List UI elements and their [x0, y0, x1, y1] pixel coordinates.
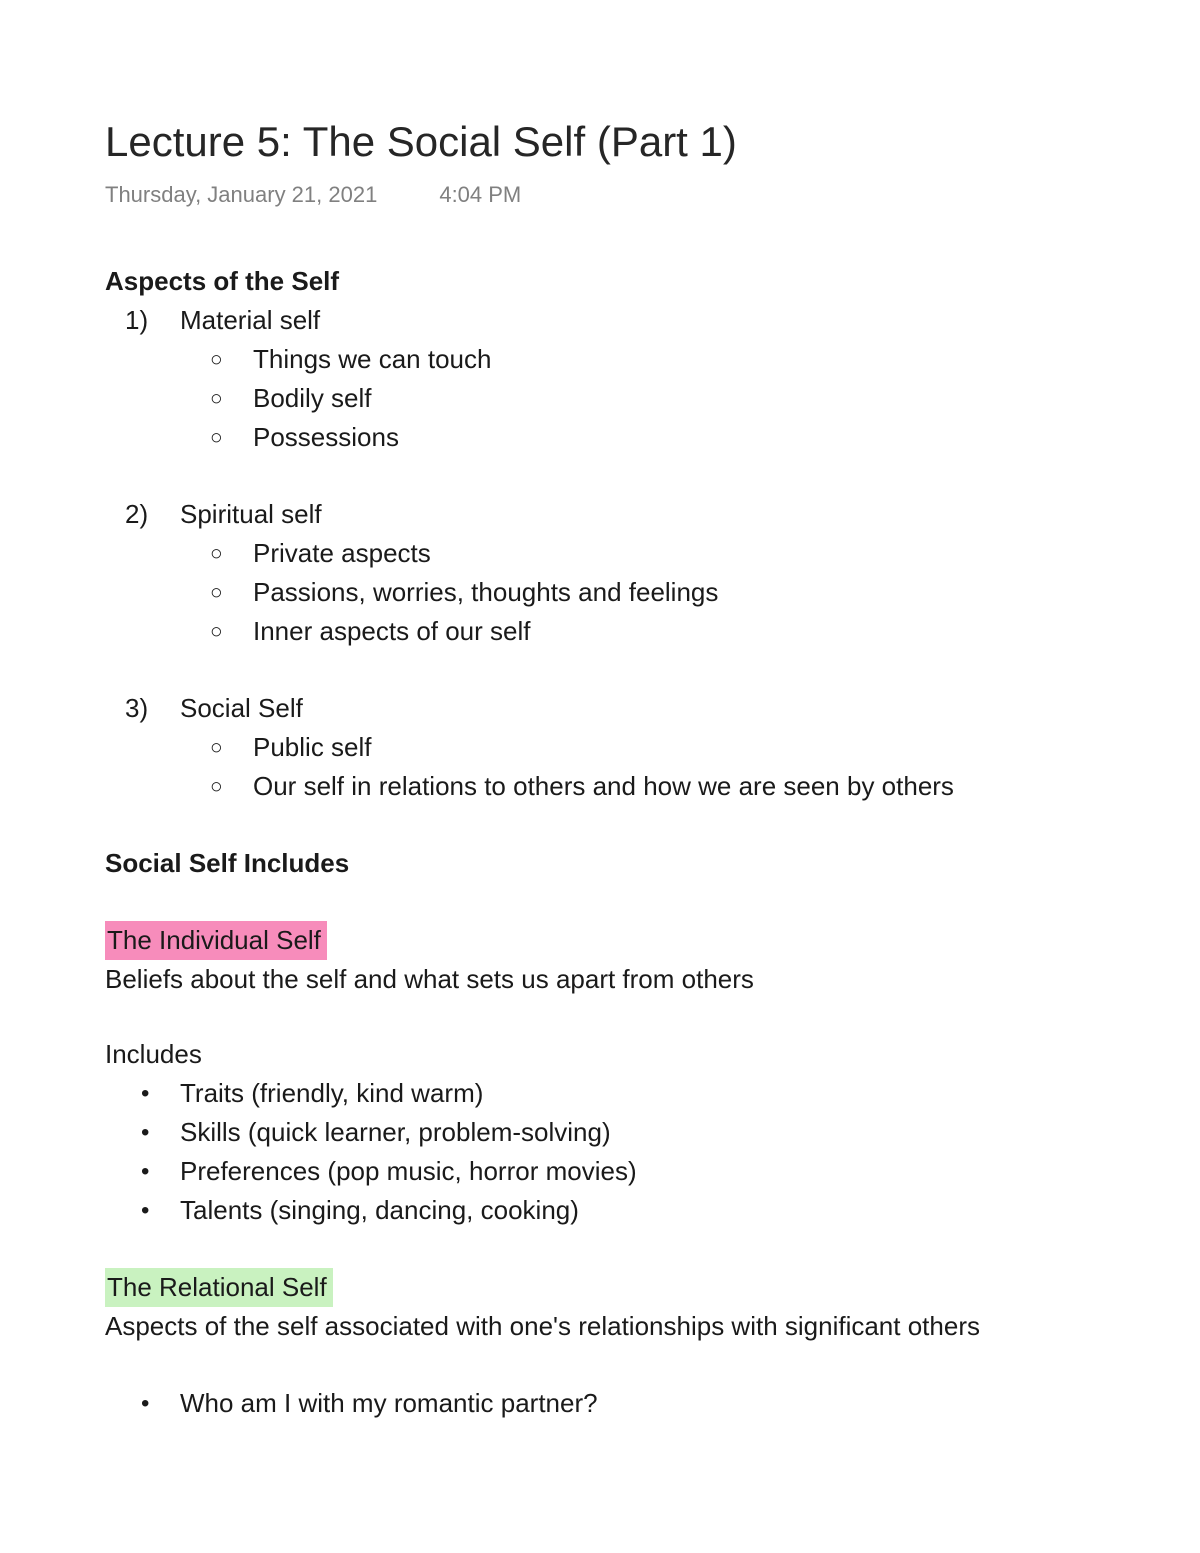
date-line: [105, 182, 1110, 208]
sub-list-item: [105, 534, 1110, 573]
circle-bullet-icon: ○: [210, 387, 223, 411]
circle-bullet-icon: ○: [210, 542, 223, 566]
numbered-item: [105, 689, 1110, 728]
section-heading-social-self-includes: Social Self Includes: [105, 848, 350, 879]
individual-self-description: Beliefs about the self and what sets us apart from others: [105, 964, 754, 995]
sub-item-text: Private aspects: [253, 538, 431, 569]
includes-label: Includes: [105, 1039, 202, 1070]
item-number: 2): [125, 499, 149, 530]
circle-bullet-icon: ○: [210, 620, 223, 644]
circle-bullet-icon: ○: [210, 581, 223, 605]
sub-list-item: [105, 767, 1110, 806]
circle-bullet-icon: ○: [210, 775, 223, 799]
bullet-list-item: [105, 1152, 1110, 1191]
page-title: Lecture 5: The Social Self (Part 1): [105, 118, 737, 165]
dot-bullet-icon: •: [141, 1390, 150, 1418]
circle-bullet-icon: ○: [210, 736, 223, 760]
sub-list-item: [105, 612, 1110, 651]
sub-item-text: Public self: [253, 732, 372, 763]
dot-bullet-icon: •: [141, 1119, 150, 1147]
sub-list-item: [105, 728, 1110, 767]
bullet-text: Preferences (pop music, horror movies): [180, 1156, 637, 1187]
document-body: [105, 262, 1110, 1423]
item-label: Material self: [180, 305, 321, 336]
circle-bullet-icon: ○: [210, 348, 223, 372]
circle-bullet-icon: ○: [210, 426, 223, 450]
bullet-text: Skills (quick learner, problem-solving): [180, 1117, 611, 1148]
sub-item-text: Inner aspects of our self: [253, 616, 531, 647]
numbered-item: [105, 301, 1110, 340]
bullet-text: Traits (friendly, kind warm): [180, 1078, 484, 1109]
bullet-text: Talents (singing, dancing, cooking): [180, 1195, 579, 1226]
sub-item-text: Passions, worries, thoughts and feelings: [253, 577, 719, 608]
numbered-item: [105, 495, 1110, 534]
bullet-list-item: [105, 1074, 1110, 1113]
sub-list-item: [105, 379, 1110, 418]
relational-self-title-line: [105, 1268, 1110, 1307]
bullet-text: Who am I with my romantic partner?: [180, 1388, 598, 1419]
date-text: Thursday, January 21, 2021: [105, 182, 378, 208]
bullet-list-item: [105, 1113, 1110, 1152]
item-number: 3): [125, 693, 149, 724]
sub-item-text: Our self in relations to others and how we are seen by others: [253, 771, 954, 802]
sub-item-text: Things we can touch: [253, 344, 492, 375]
dot-bullet-icon: •: [141, 1158, 150, 1186]
sub-list-item: [105, 418, 1110, 457]
item-label: Spiritual self: [180, 499, 322, 530]
dot-bullet-icon: •: [141, 1197, 150, 1225]
item-label: Social Self: [180, 693, 303, 724]
sub-item-text: Possessions: [253, 422, 399, 453]
section-heading-aspects: Aspects of the Self: [105, 266, 340, 297]
relational-self-title: The Relational Self: [105, 1268, 333, 1307]
sub-item-text: Bodily self: [253, 383, 372, 414]
dot-bullet-icon: •: [141, 1080, 150, 1108]
time-text: 4:04 PM: [439, 182, 522, 208]
individual-self-title-line: [105, 921, 1110, 960]
sub-list-item: [105, 340, 1110, 379]
item-number: 1): [125, 305, 149, 336]
individual-self-title: The Individual Self: [105, 921, 327, 960]
bullet-list-item: [105, 1191, 1110, 1230]
sub-list-item: [105, 573, 1110, 612]
bullet-list-item: [105, 1384, 1110, 1423]
relational-self-description: Aspects of the self associated with one's relationships with significant others: [105, 1311, 980, 1342]
